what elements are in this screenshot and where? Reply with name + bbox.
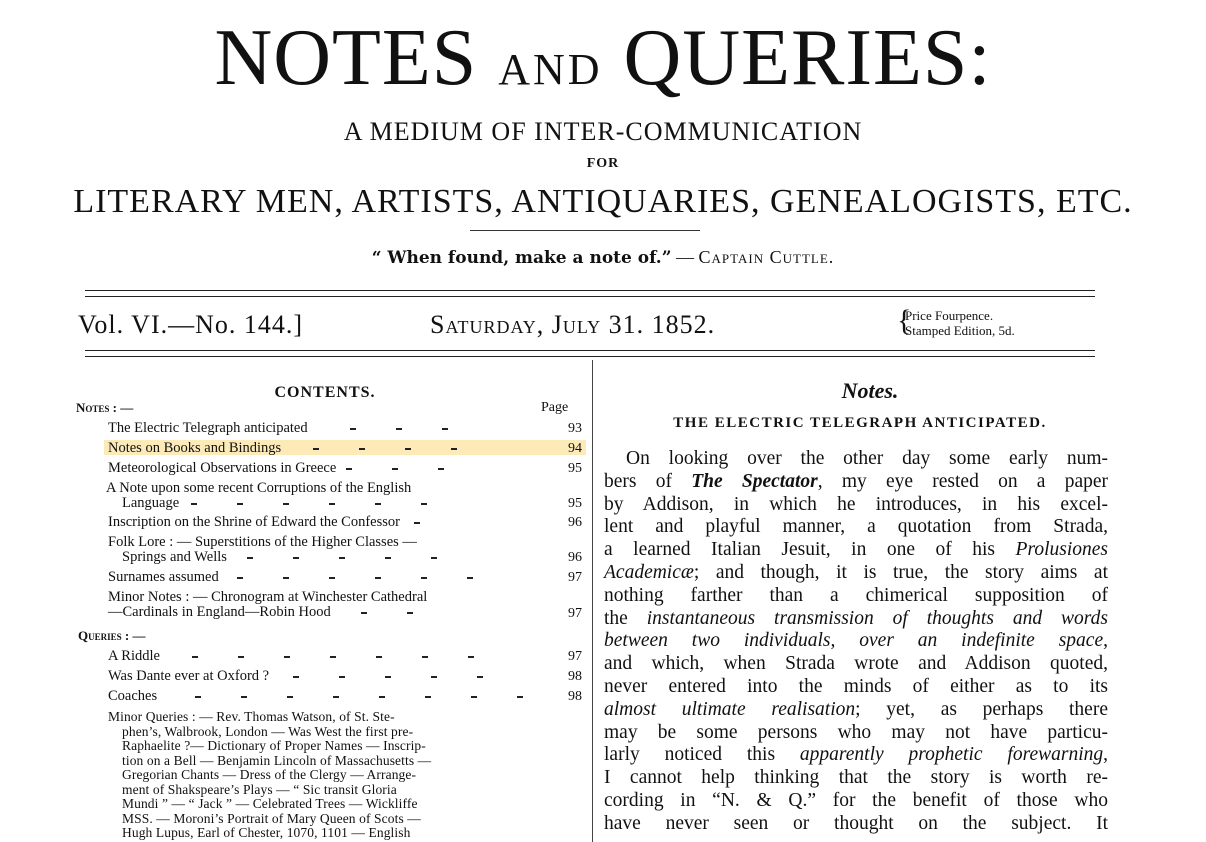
minor-queries-line: MSS. — Moroni’s Portrait of Mary Queen of Scots — bbox=[122, 810, 421, 826]
article-line: On looking over the other day some early num- bbox=[626, 448, 1108, 469]
leader bbox=[346, 468, 352, 470]
leader bbox=[283, 577, 289, 579]
article-line: lent and playful manner, a quotation from Strada, bbox=[604, 516, 1108, 538]
minor-queries-line: Mundi ” — “ Jack ” — Celebrated Trees — Wickliffe bbox=[122, 796, 418, 811]
entry-title: Notes on Books and Bindings bbox=[108, 440, 282, 456]
article-line: bers of The Spectator, my eye rested on a paper bbox=[604, 470, 1109, 492]
entry-title: Minor Notes : — Chronogram at Winchester Cathedral bbox=[108, 589, 428, 605]
price-line-2: Stamped Edition, 5d. bbox=[905, 323, 1015, 338]
leader bbox=[385, 676, 391, 678]
notes-heading: Notes. bbox=[841, 378, 899, 403]
leader bbox=[405, 448, 411, 450]
masthead-for: FOR bbox=[586, 156, 620, 171]
contents-entry[interactable] bbox=[108, 535, 548, 565]
leader bbox=[451, 448, 457, 450]
article-line: have never seen or thought on the subject. It bbox=[604, 812, 1108, 834]
leader bbox=[237, 577, 243, 579]
entry-page: 97 bbox=[568, 606, 582, 621]
entry-title: Inscription on the Shrine of Edward the Confessor bbox=[108, 514, 400, 530]
column-divider bbox=[592, 360, 593, 842]
leader bbox=[421, 503, 427, 505]
article-line: larly noticed this apparently prophetic forewarning, bbox=[604, 744, 1108, 766]
leader bbox=[237, 503, 243, 505]
leader bbox=[431, 676, 437, 678]
article-line: almost ultimate realisation; yet, as perhaps there bbox=[604, 698, 1108, 720]
entry-page: 98 bbox=[568, 689, 582, 704]
leader bbox=[468, 656, 474, 658]
article-line: Academicæ; and though, it is true, the story aims at bbox=[604, 561, 1108, 583]
title-queries: QUERIES: bbox=[623, 14, 992, 102]
leader bbox=[293, 557, 299, 559]
notes-section-label: Notes : — bbox=[76, 400, 134, 415]
leader bbox=[375, 503, 381, 505]
issue-volume: Vol. VI.—No. 144.] bbox=[78, 310, 304, 339]
contents-entry[interactable] bbox=[108, 515, 548, 530]
contents-entry-highlighted[interactable] bbox=[108, 441, 548, 456]
queries-section-label: Queries : — bbox=[78, 628, 146, 643]
masthead-audience: LITERARY MEN, ARTISTS, ANTIQUARIES, GENEALOGISTS, ETC. bbox=[73, 183, 1133, 220]
contents-entry[interactable] bbox=[108, 570, 548, 585]
leader bbox=[431, 557, 437, 559]
entry-page: 94 bbox=[568, 441, 582, 456]
leader bbox=[376, 656, 382, 658]
leader bbox=[247, 557, 253, 559]
article-line: and which, when Strada wrote and Addison quoted, bbox=[604, 653, 1108, 675]
entry-title: The Electric Telegraph anticipated bbox=[108, 420, 308, 436]
motto-attribution: Captain Cuttle. bbox=[698, 247, 835, 267]
leader bbox=[438, 468, 444, 470]
motto-separator: — bbox=[671, 247, 699, 267]
leader bbox=[339, 676, 345, 678]
article-line: between two individuals, over an indefinite space, bbox=[604, 630, 1108, 652]
motto-rule bbox=[470, 230, 700, 231]
leader bbox=[392, 468, 398, 470]
leader bbox=[284, 656, 290, 658]
issue-price bbox=[897, 304, 1015, 338]
motto-quote: “ When found, make a note of.” bbox=[371, 248, 672, 268]
minor-queries-line: Raphaelite ?— Dictionary of Proper Names — Inscrip- bbox=[122, 738, 426, 753]
entry-page: 98 bbox=[568, 669, 582, 684]
page-column-header: Page bbox=[541, 400, 569, 415]
masthead-subtitle: A MEDIUM OF INTER-COMMUNICATION bbox=[343, 117, 863, 146]
leader bbox=[467, 577, 473, 579]
leader bbox=[361, 612, 367, 614]
leader bbox=[333, 696, 339, 698]
leader bbox=[385, 557, 391, 559]
contents-entry[interactable] bbox=[106, 481, 546, 511]
entry-page: 95 bbox=[568, 496, 582, 511]
price-line-1: Price Fourpence. bbox=[905, 308, 994, 323]
leader bbox=[191, 503, 197, 505]
entry-title-cont: Language bbox=[122, 495, 180, 511]
title-notes: NOTES bbox=[214, 14, 478, 102]
leader bbox=[293, 676, 299, 678]
leader bbox=[421, 577, 427, 579]
leader bbox=[329, 503, 335, 505]
entry-page: 96 bbox=[568, 550, 582, 565]
rule-bottom-2 bbox=[85, 356, 1095, 357]
leader bbox=[241, 696, 247, 698]
minor-queries-line: Minor Queries : — Rev. Thomas Watson, of St. Ste- bbox=[108, 709, 395, 724]
article-line: may be some persons who may not have particu- bbox=[604, 721, 1108, 743]
minor-queries-line: Hugh Lupus, Earl of Chester, 1070, 1101 — English bbox=[122, 825, 411, 840]
entry-title: Meteorological Observations in Greece bbox=[108, 460, 337, 476]
leader bbox=[283, 503, 289, 505]
leader bbox=[195, 696, 201, 698]
leader bbox=[379, 696, 385, 698]
article-line: by Addison, in which he introduces, in his excel- bbox=[604, 493, 1108, 515]
contents-entry[interactable] bbox=[108, 689, 548, 704]
price-brace: { bbox=[897, 304, 912, 337]
entry-page: 97 bbox=[568, 570, 582, 585]
leader bbox=[238, 656, 244, 658]
contents-entry[interactable] bbox=[108, 590, 548, 620]
rule-top-1 bbox=[85, 290, 1095, 291]
entry-title-cont: —Cardinals in England—Robin Hood bbox=[108, 604, 331, 620]
entry-page: 97 bbox=[568, 649, 582, 664]
leader bbox=[442, 428, 448, 430]
minor-queries-line: phen’s, Walbrook, London — Was West the first pre- bbox=[122, 723, 414, 739]
entry-title: A Note upon some recent Corruptions of the English bbox=[106, 480, 412, 496]
minor-queries-entry[interactable] bbox=[108, 710, 548, 841]
article-line: a learned Italian Jesuit, in one of his Prolusiones bbox=[604, 539, 1108, 561]
leader bbox=[407, 612, 413, 614]
contents-entry[interactable] bbox=[108, 421, 548, 436]
minor-queries-line: tion on a Bell — Benjamin Lincoln of Massachusetts — bbox=[122, 752, 432, 768]
leader bbox=[330, 656, 336, 658]
entry-page: 96 bbox=[568, 515, 582, 530]
leader bbox=[339, 557, 345, 559]
leader bbox=[287, 696, 293, 698]
entry-page: 95 bbox=[568, 461, 582, 476]
entry-title: Surnames assumed bbox=[108, 569, 219, 585]
article-line: never entered into the minds of either as to its bbox=[604, 675, 1108, 697]
leader bbox=[329, 577, 335, 579]
contents-title: CONTENTS. bbox=[274, 384, 376, 401]
contents-entry[interactable] bbox=[108, 461, 548, 476]
leader bbox=[471, 696, 477, 698]
leader bbox=[359, 448, 365, 450]
article-line: nothing farther than a chimerical supposition of bbox=[604, 584, 1108, 606]
article-body bbox=[604, 448, 1108, 836]
entry-title: A Riddle bbox=[108, 648, 160, 664]
contents-entry[interactable] bbox=[108, 649, 548, 664]
entry-title-cont: Springs and Wells bbox=[122, 549, 227, 565]
leader bbox=[192, 656, 198, 658]
minor-queries-line: ment of Shakspeare’s Plays — “ Sic transit Gloria bbox=[122, 781, 397, 797]
entry-title: Folk Lore : — Superstitions of the Higher Classes — bbox=[108, 534, 417, 550]
leader bbox=[350, 428, 356, 430]
leader bbox=[313, 448, 319, 450]
issue-date: Saturday, July 31. 1852. bbox=[430, 310, 716, 339]
leader bbox=[396, 428, 402, 430]
entry-title: Was Dante ever at Oxford ? bbox=[108, 668, 270, 684]
entry-page: 93 bbox=[568, 421, 582, 436]
rule-bottom-1 bbox=[85, 350, 1095, 351]
leader bbox=[375, 577, 381, 579]
leader bbox=[414, 522, 420, 524]
article-line: the instantaneous transmission of thoughts and words bbox=[604, 607, 1109, 629]
minor-queries-line: Gregorian Chants — Dress of the Clergy — Arrange- bbox=[122, 767, 417, 782]
motto bbox=[0, 247, 1206, 268]
rule-top-2 bbox=[85, 296, 1095, 297]
leader bbox=[422, 656, 428, 658]
leader bbox=[425, 696, 431, 698]
leader bbox=[517, 696, 523, 698]
contents-entry[interactable] bbox=[108, 669, 548, 684]
article-title: THE ELECTRIC TELEGRAPH ANTICIPATED. bbox=[673, 415, 1047, 431]
article-line: I cannot help thinking that the story is worth re- bbox=[604, 767, 1108, 789]
title-and: AND bbox=[498, 45, 603, 94]
leader bbox=[477, 676, 483, 678]
masthead-title bbox=[0, 14, 1206, 102]
entry-title: Coaches bbox=[108, 688, 158, 704]
article-line: cording in “N. & Q.” for the benefit of those who bbox=[604, 789, 1108, 811]
